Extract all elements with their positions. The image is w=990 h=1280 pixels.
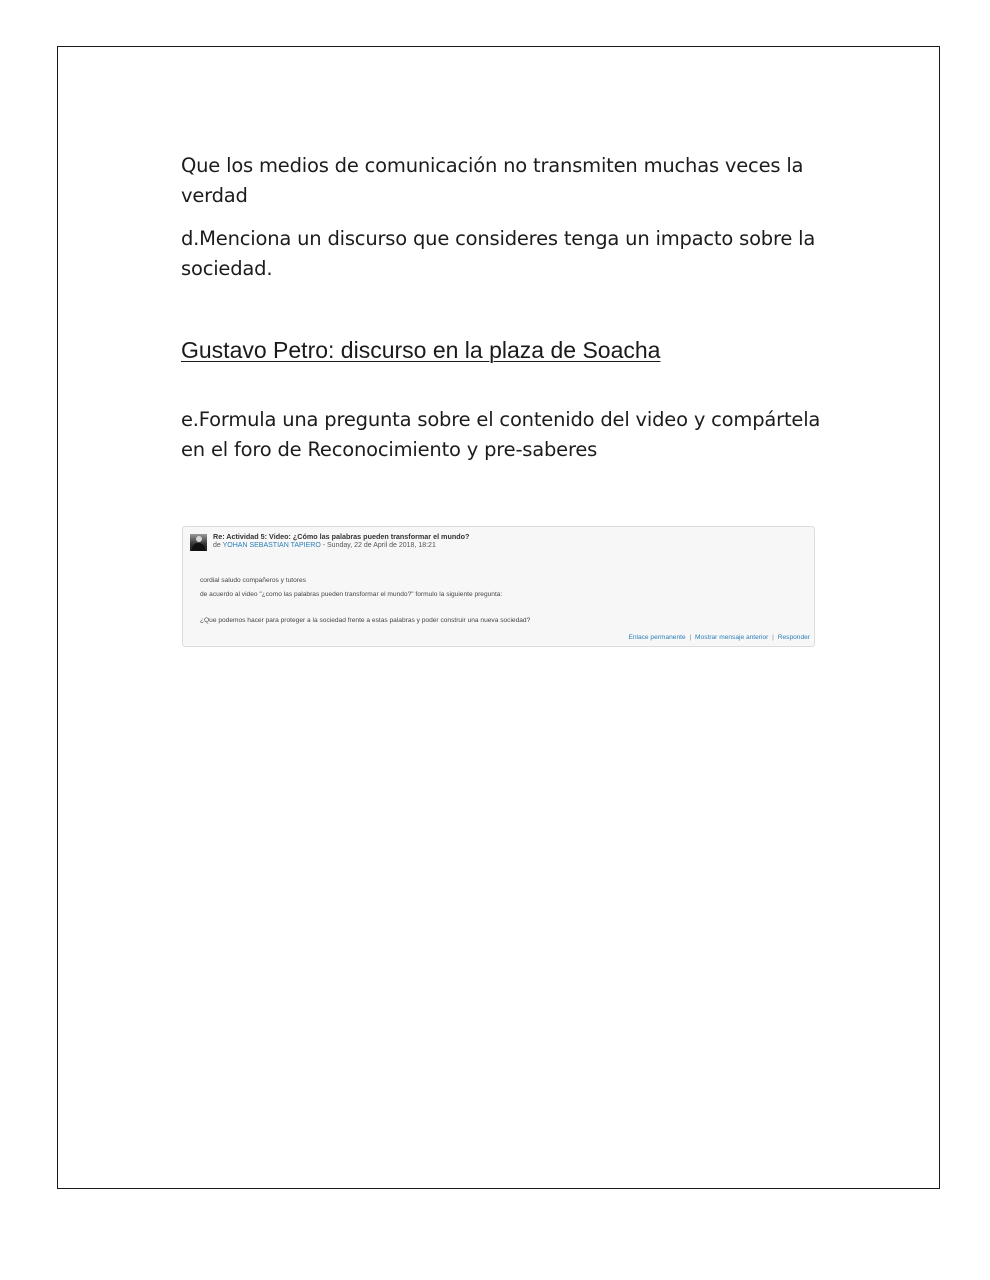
reply-link[interactable]: Responder	[777, 634, 810, 641]
avatar[interactable]	[190, 534, 207, 551]
post-meta	[213, 542, 436, 549]
post-by-prefix: de	[213, 542, 221, 549]
avatar-body	[192, 543, 205, 551]
permalink-link[interactable]: Enlace permanente	[628, 634, 686, 641]
paragraph-question-d: d.Menciona un discurso que consideres tenga un impacto sobre la sociedad.	[181, 227, 816, 280]
post-line: cordial saludo compañeros y tutores	[200, 577, 306, 584]
post-subject: Re: Actividad 5: Video: ¿Cómo las palabras pueden transformar el mundo?	[213, 532, 470, 541]
separator: |	[689, 634, 692, 641]
post-actions	[628, 634, 810, 641]
post-date: - Sunday, 22 de April de 2018, 18:21	[320, 542, 436, 549]
forum-post-screenshot	[182, 526, 815, 647]
paragraph-answer: Que los medios de comunicación no transmiten muchas veces la verdad	[181, 154, 804, 207]
separator: |	[772, 634, 774, 641]
video-link[interactable]: Gustavo Petro: discurso en la plaza de Soacha	[181, 337, 661, 363]
post-line: ¿Que podemos hacer para proteger a la sociedad frente a estas palabras y poder construir una nueva sociedad?	[200, 617, 531, 624]
post-line: de acuerdo al video "¿como las palabras pueden transformar el mundo?" formulo la siguiente pregunta:	[200, 591, 503, 598]
paragraph-question-e: e.Formula una pregunta sobre el contenido del video y compártela en el foro de Reconocimiento y pre-saberes	[181, 408, 821, 461]
avatar-head	[196, 536, 202, 542]
post-author-link[interactable]: YOHAN SEBASTIAN TAPIERO	[222, 542, 321, 549]
show-parent-link[interactable]: Mostrar mensaje anterior	[695, 634, 769, 641]
